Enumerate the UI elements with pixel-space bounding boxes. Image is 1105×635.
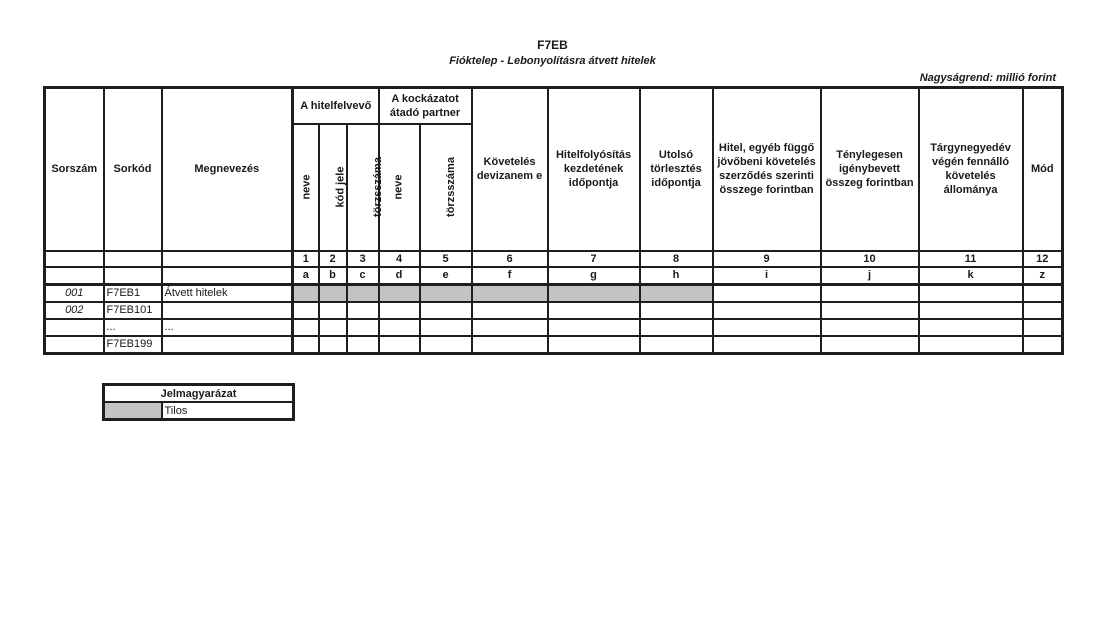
input-cell[interactable] [640, 319, 713, 336]
col-number: 6 [472, 251, 548, 267]
input-cell[interactable] [1023, 284, 1063, 302]
input-cell[interactable] [1023, 302, 1063, 319]
col-letter: i [713, 267, 821, 285]
legend-table [102, 383, 295, 421]
col-group-hitelfelvevo: A hitelfelvevő [293, 88, 379, 124]
input-cell[interactable] [293, 302, 319, 319]
col-header-mod: Mód [1023, 88, 1063, 251]
unit-label: Nagyságrend: millió forint [919, 72, 1056, 84]
input-cell[interactable] [347, 319, 379, 336]
table-row [45, 284, 1063, 302]
col-header-kod-jele: kód jele [319, 124, 347, 251]
forbidden-cell [293, 284, 319, 302]
table-row [45, 319, 1063, 336]
input-cell[interactable] [319, 319, 347, 336]
input-cell[interactable] [472, 336, 548, 354]
col-number: 8 [640, 251, 713, 267]
input-cell[interactable] [919, 336, 1023, 354]
row-sorszam: 001 [45, 284, 104, 302]
forbidden-cell [347, 284, 379, 302]
col-number: 10 [821, 251, 919, 267]
input-cell[interactable] [293, 319, 319, 336]
input-cell[interactable] [713, 302, 821, 319]
input-cell[interactable] [919, 284, 1023, 302]
input-cell[interactable] [420, 319, 472, 336]
input-cell[interactable] [548, 336, 640, 354]
forbidden-cell [640, 284, 713, 302]
input-cell[interactable] [379, 319, 420, 336]
col-number: 5 [420, 251, 472, 267]
col-header-targynegyedev: Tárgynegyedév végén fennálló követelés állománya [919, 88, 1023, 251]
forbidden-cell [472, 284, 548, 302]
legend-item-label: Tilos [162, 402, 294, 420]
col-letter: h [640, 267, 713, 285]
col-header-hitelfolyositas: Hitelfolyósítás kezdetének időpontja [548, 88, 640, 251]
row-megnevezes: ... [162, 319, 293, 336]
row-sorkod: F7EB1 [104, 284, 162, 302]
col-letter: j [821, 267, 919, 285]
forbidden-cell [420, 284, 472, 302]
col-number: 1 [293, 251, 319, 267]
page-title: F7EB [537, 38, 568, 52]
input-cell[interactable] [713, 319, 821, 336]
col-header-devizanem: Követelés devizanem e [472, 88, 548, 251]
input-cell[interactable] [347, 336, 379, 354]
table-row [45, 302, 1063, 319]
row-sorkod: F7EB199 [104, 336, 162, 354]
col-header-utolso: Utolsó törlesztés időpontja [640, 88, 713, 251]
input-cell[interactable] [1023, 319, 1063, 336]
row-sorszam [45, 319, 104, 336]
input-cell[interactable] [293, 336, 319, 354]
col-letter: g [548, 267, 640, 285]
input-cell[interactable] [548, 319, 640, 336]
col-letter: d [379, 267, 420, 285]
row-sorkod: F7EB101 [104, 302, 162, 319]
input-cell[interactable] [379, 336, 420, 354]
col-header-megnevezes: Megnevezés [162, 88, 293, 251]
col-header-sorszam: Sorszám [45, 88, 104, 251]
col-header-hitel-egyeb: Hitel, egyéb függő jövőbeni követelés szerződés szerinti összege forintban [713, 88, 821, 251]
col-header-tenylegesen: Ténylegesen igénybevett összeg forintban [821, 88, 919, 251]
col-number: 4 [379, 251, 420, 267]
col-number: 12 [1023, 251, 1063, 267]
col-header-torzsszama: törzsszáma [347, 124, 379, 251]
col-letter: k [919, 267, 1023, 285]
input-cell[interactable] [821, 336, 919, 354]
input-cell[interactable] [821, 284, 919, 302]
col-header-partner-neve: neve [379, 124, 420, 251]
input-cell[interactable] [379, 302, 420, 319]
col-letter: e [420, 267, 472, 285]
row-sorkod: ... [104, 319, 162, 336]
col-number: 3 [347, 251, 379, 267]
col-letter: f [472, 267, 548, 285]
row-megnevezes: Átvett hitelek [162, 284, 293, 302]
col-header-neve: neve [293, 124, 319, 251]
col-letter: z [1023, 267, 1063, 285]
table-row [45, 336, 1063, 354]
input-cell[interactable] [319, 336, 347, 354]
forbidden-cell [548, 284, 640, 302]
forbidden-cell [379, 284, 420, 302]
input-cell[interactable] [1023, 336, 1063, 354]
row-sorszam: 002 [45, 302, 104, 319]
input-cell[interactable] [919, 319, 1023, 336]
legend-swatch [104, 402, 162, 420]
col-letter: c [347, 267, 379, 285]
col-header-sorkod: Sorkód [104, 88, 162, 251]
col-letter: b [319, 267, 347, 285]
forbidden-cell [319, 284, 347, 302]
row-megnevezes [162, 336, 293, 354]
input-cell[interactable] [821, 302, 919, 319]
col-header-partner-torzsszama: törzsszáma [420, 124, 472, 251]
col-number: 7 [548, 251, 640, 267]
row-megnevezes [162, 302, 293, 319]
input-cell[interactable] [347, 302, 379, 319]
input-cell[interactable] [420, 336, 472, 354]
input-cell[interactable] [420, 302, 472, 319]
row-sorszam [45, 336, 104, 354]
input-cell[interactable] [640, 302, 713, 319]
input-cell[interactable] [472, 302, 548, 319]
input-cell[interactable] [472, 319, 548, 336]
legend-title: Jelmagyarázat [104, 385, 294, 403]
input-cell[interactable] [640, 336, 713, 354]
input-cell[interactable] [713, 336, 821, 354]
input-cell[interactable] [713, 284, 821, 302]
col-letter: a [293, 267, 319, 285]
col-number: 2 [319, 251, 347, 267]
report-table [43, 86, 1064, 355]
input-cell[interactable] [821, 319, 919, 336]
page-subtitle: Fióktelep - Lebonyolításra átvett hitelek [449, 55, 656, 67]
col-number: 11 [919, 251, 1023, 267]
input-cell[interactable] [548, 302, 640, 319]
col-number: 9 [713, 251, 821, 267]
col-group-partner: A kockázatot átadó partner [379, 88, 472, 124]
input-cell[interactable] [919, 302, 1023, 319]
input-cell[interactable] [319, 302, 347, 319]
